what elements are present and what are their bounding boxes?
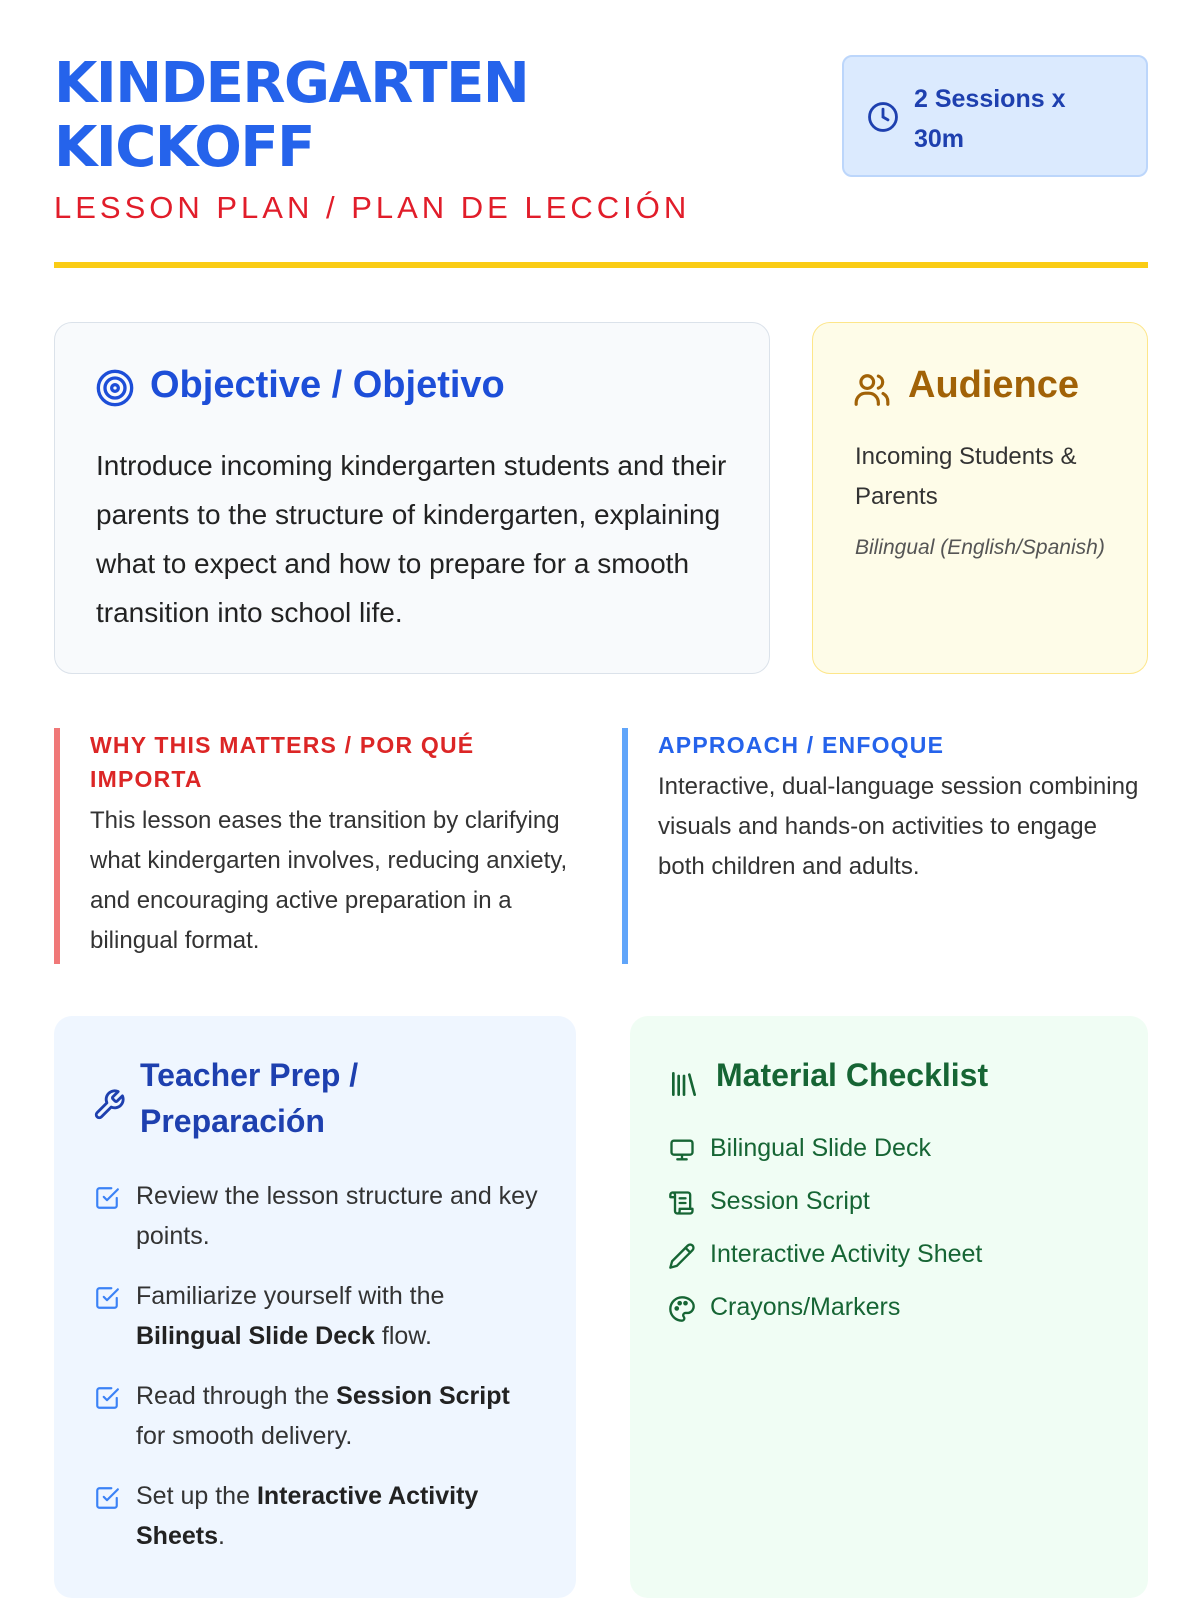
scroll-icon [668,1189,696,1217]
approach-text: Interactive, dual-language session combining visuals and hands-on activities to engage both children and adults. [658,773,1139,880]
page-title [54,52,754,180]
duration-badge [842,55,1148,177]
approach-heading: APPROACH / ENFOQUE [658,732,945,758]
audience-language: Bilingual (English/Spanish) [855,536,1105,559]
prep-item-text-end: flow. [374,1322,432,1350]
header-divider [54,262,1148,268]
material-item [668,1234,982,1287]
duration-line-2: 30m [914,125,965,153]
why-callout [54,728,594,964]
objective-card [54,322,770,674]
material-item [668,1128,982,1181]
prep-item [94,1476,544,1556]
material-checklist-card [630,1016,1148,1598]
clock-icon [866,100,900,134]
prep-item-highlight: Session Script [336,1382,510,1410]
teacher-prep-card [54,1016,576,1598]
audience-card [812,322,1148,674]
prep-item-text: Read through the [136,1382,337,1410]
material-item-label: Session Script [710,1187,870,1215]
pencil-icon [668,1242,696,1270]
material-item-label: Interactive Activity Sheet [710,1240,983,1268]
monitor-icon [668,1136,696,1164]
teacher-prep-title: Teacher Prep / Preparación [140,1057,359,1139]
prep-item-text: Set up the [136,1482,257,1510]
duration-text [914,79,1124,159]
why-heading: WHY THIS MATTERS / POR QUÉ IMPORTA [90,732,475,792]
prep-item-text-end: for smooth delivery. [136,1422,353,1450]
material-item [668,1287,982,1340]
checkbox-icon [94,1185,120,1211]
prep-item [94,1276,544,1356]
why-text: This lesson eases the transition by clarifying what kindergarten involves, reducing anxiety, and encouraging active preparation in a bilingual format. [90,807,568,954]
books-icon [668,1068,700,1100]
objective-text: Introduce incoming kindergarten students and their parents to the structure of kindergarten, explaining what to expect and how to prepare for a smooth transition into school life. [96,450,727,628]
checkbox-icon [94,1385,120,1411]
page-subtitle: LESSON PLAN / PLAN DE LECCIÓN [54,190,691,225]
prep-item-text: Review the lesson structure and key points. [136,1182,538,1250]
prep-item-text-end: . [217,1522,225,1550]
material-list [668,1128,982,1340]
audience-title: Audience [908,364,1080,406]
checkbox-icon [94,1285,120,1311]
wrench-icon [92,1088,126,1122]
title-line-1: KINDERGARTEN [54,51,529,116]
material-checklist-title: Material Checklist [716,1057,989,1093]
checkbox-icon [94,1485,120,1511]
target-icon [95,368,135,408]
audience-who: Incoming Students & Parents [855,443,1077,510]
prep-item-highlight: Interactive Activity Sheets [136,1482,479,1550]
duration-line-1: 2 Sessions x [914,85,1066,113]
objective-title: Objective / Objetivo [150,364,505,406]
prep-item-text: Familiarize yourself with the [136,1282,445,1310]
title-line-2: KICKOFF [54,115,314,180]
approach-callout [622,728,1148,964]
prep-item [94,1176,544,1256]
teacher-prep-list [94,1176,544,1576]
users-icon [853,371,891,409]
material-item-label: Bilingual Slide Deck [710,1134,931,1162]
prep-item [94,1376,544,1456]
material-item [668,1181,982,1234]
palette-icon [668,1295,696,1323]
prep-item-highlight: Bilingual Slide Deck [136,1322,375,1350]
material-item-label: Crayons/Markers [710,1293,901,1321]
